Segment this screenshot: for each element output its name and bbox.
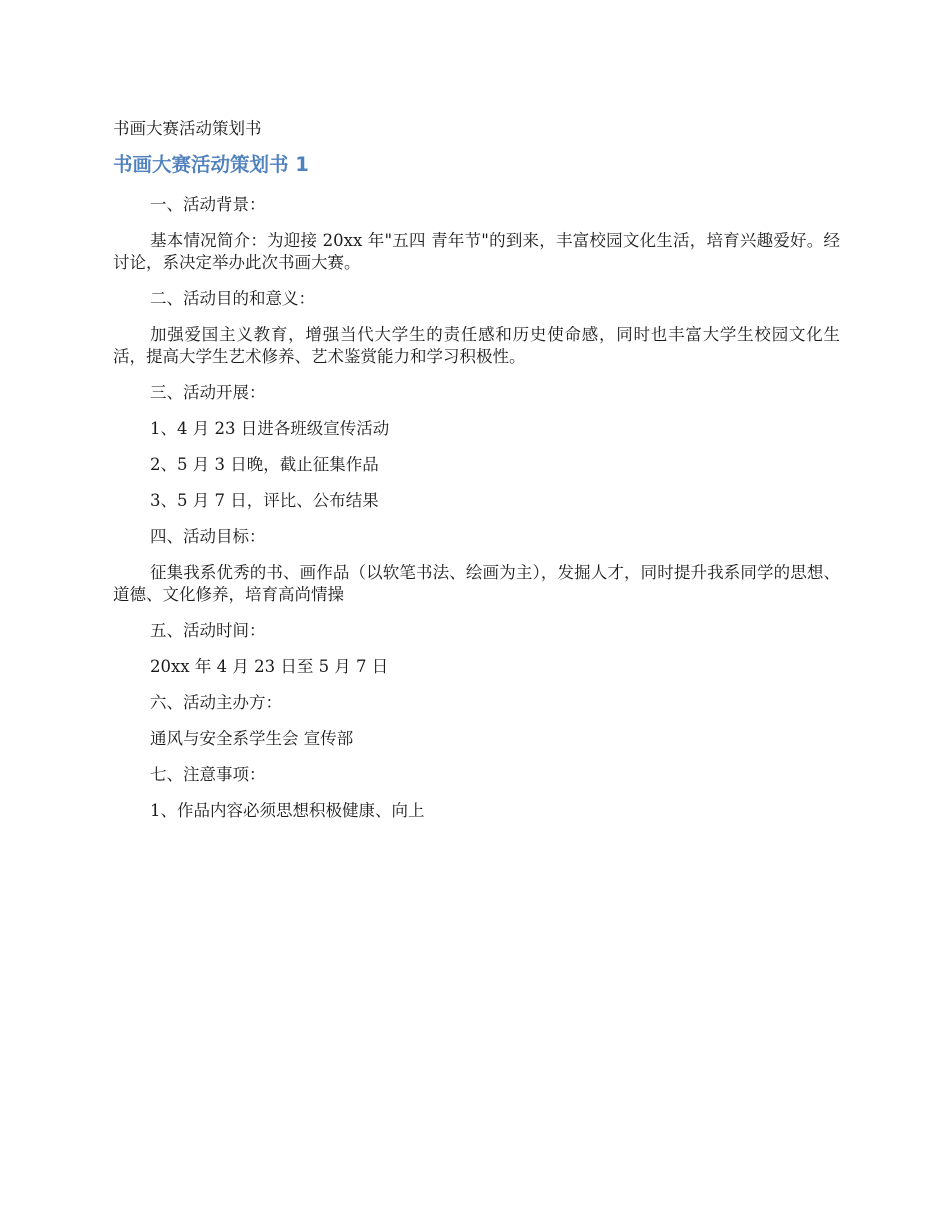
paragraph-activity-item-3: 3、5 月 7 日，评比、公布结果 xyxy=(150,491,379,510)
section-heading: 书画大赛活动策划书 1 xyxy=(113,153,309,176)
paragraph-background-heading: 一、活动背景： xyxy=(150,195,266,214)
paragraph-background-text: 基本情况简介：为迎接 20xx 年"五四 青年节"的到来，丰富校园文化生活，培育兴趣爱好。经讨论，系决定举办此次书画大赛。 xyxy=(113,231,840,272)
paragraph-notes-heading: 七、注意事项： xyxy=(150,765,266,784)
document-title: 书画大赛活动策划书 xyxy=(113,119,262,138)
paragraph-organizer-heading: 六、活动主办方： xyxy=(150,693,282,712)
paragraph-organizer-text: 通风与安全系学生会 宣传部 xyxy=(150,729,354,748)
paragraph-goals-heading: 四、活动目标： xyxy=(150,527,266,546)
paragraph-purpose-heading: 二、活动目的和意义： xyxy=(150,289,315,308)
document-page xyxy=(113,118,840,836)
paragraph-activities-heading: 三、活动开展： xyxy=(150,383,266,402)
paragraph-goals-text: 征集我系优秀的书、画作品（以软笔书法、绘画为主），发掘人才，同时提升我系同学的思想、道德、文化修养，培育高尚情操 xyxy=(113,563,840,604)
paragraph-time-text: 20xx 年 4 月 23 日至 5 月 7 日 xyxy=(150,657,389,676)
paragraph-time-heading: 五、活动时间： xyxy=(150,621,266,640)
paragraph-purpose-text: 加强爱国主义教育，增强当代大学生的责任感和历史使命感，同时也丰富大学生校园文化生活，提高大学生艺术修养、艺术鉴赏能力和学习积极性。 xyxy=(113,325,840,366)
paragraph-activity-item-1: 1、4 月 23 日进各班级宣传活动 xyxy=(150,419,390,438)
paragraph-notes-item-1: 1、作品内容必须思想积极健康、向上 xyxy=(150,801,425,820)
paragraph-activity-item-2: 2、5 月 3 日晚，截止征集作品 xyxy=(150,455,379,474)
